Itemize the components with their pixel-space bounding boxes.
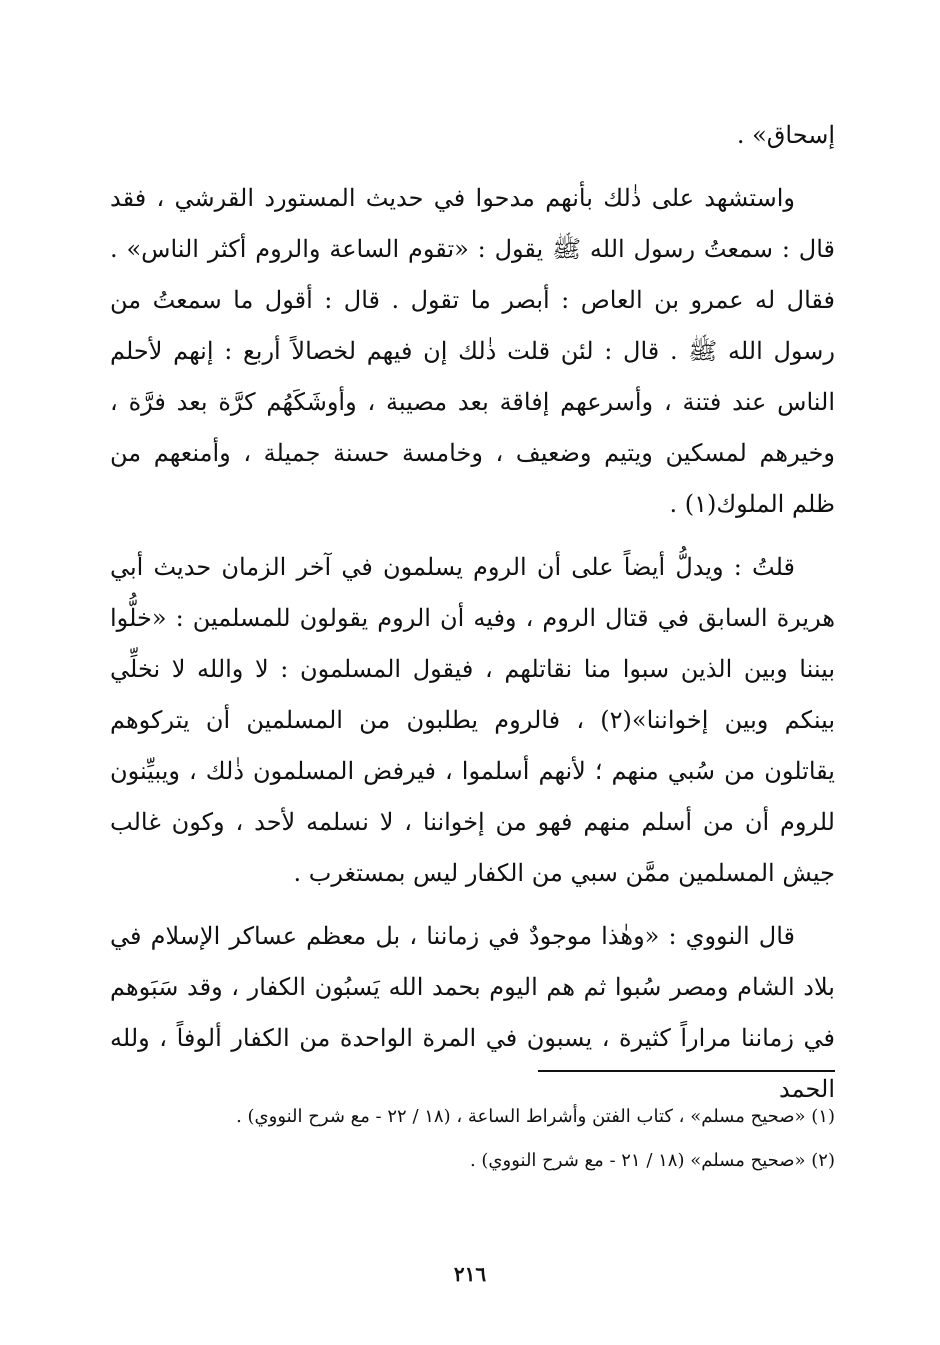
main-text (110, 110, 835, 1115)
page-number: ٢١٦ (453, 1262, 487, 1286)
footnote-2: (٢) «صحيح مسلم» (١٨ / ٢١ - مع شرح النووي) . (469, 1150, 835, 1171)
paragraph-mustawrid-hadith: واستشهد على ذٰلك بأنهم مدحوا في حديث المستورد القرشي ، فقد قال : سمعتُ رسول الله ﷺ يقول : «تقوم الساعة والروم أكثر الناس» . فقال له عمرو بن العاص : أبصر ما تقول . قال : أقول ما سمعتُ من رسول الله ﷺ . قال : لئن قلت ذٰلك إن فيهم لخصالاً أربع : إنهم لأحلم الناس عند فتنة ، وأسرعهم إفاقة بعد مصيبة ، وأوشَكَهُم كرَّة بعد فرَّة ، وخيرهم لمسكين ويتيم وضعيف ، وخامسة حسنة جميلة ، وأمنعهم من ظلم الملوك(١) . (110, 184, 835, 518)
paragraph-nawawi-quote: قال النووي : «وهٰذا موجودٌ في زماننا ، بل معظم عساكر الإسلام في بلاد الشام ومصر سُبوا ثم هم اليوم بحمد الله يَسبُون الكفار ، وقد سَبَوهم في زماننا مراراً كثيرة ، يسبون في المرة الواحدة من الكفار ألوفاً ، ولله الحمد (110, 922, 835, 1103)
footnotes (110, 1098, 835, 1186)
paragraph-continuation: إسحاق» . (736, 121, 835, 149)
paragraph-abu-hurayra-hadith: قلتُ : ويدلُّ أيضاً على أن الروم يسلمون في آخر الزمان حديث أبي هريرة السابق في قتال الروم ، وفيه أن الروم يقولون للمسلمين : «خلُّوا بيننا وبين الذين سبوا منا نقاتلهم ، فيقول المسلمون : لا والله لا نخلِّي بينكم وبين إخواننا»(٢) ، فالروم يطلبون من المسلمين أن يتركوهم يقاتلون من سُبي منهم ؛ لأنهم أسلموا ، فيرفض المسلمون ذٰلك ، ويبيِّنون للروم أن من أسلم منهم فهو من إخواننا ، لا نسلمه لأحد ، وكون غالب جيش المسلمين ممَّن سبي من الكفار ليس بمستغرب . (110, 553, 836, 887)
footnote-1: (١) «صحيح مسلم» ، كتاب الفتن وأشراط الساعة ، (١٨ / ٢٢ - مع شرح النووي) . (236, 1106, 835, 1127)
footnote-divider (538, 1070, 835, 1072)
